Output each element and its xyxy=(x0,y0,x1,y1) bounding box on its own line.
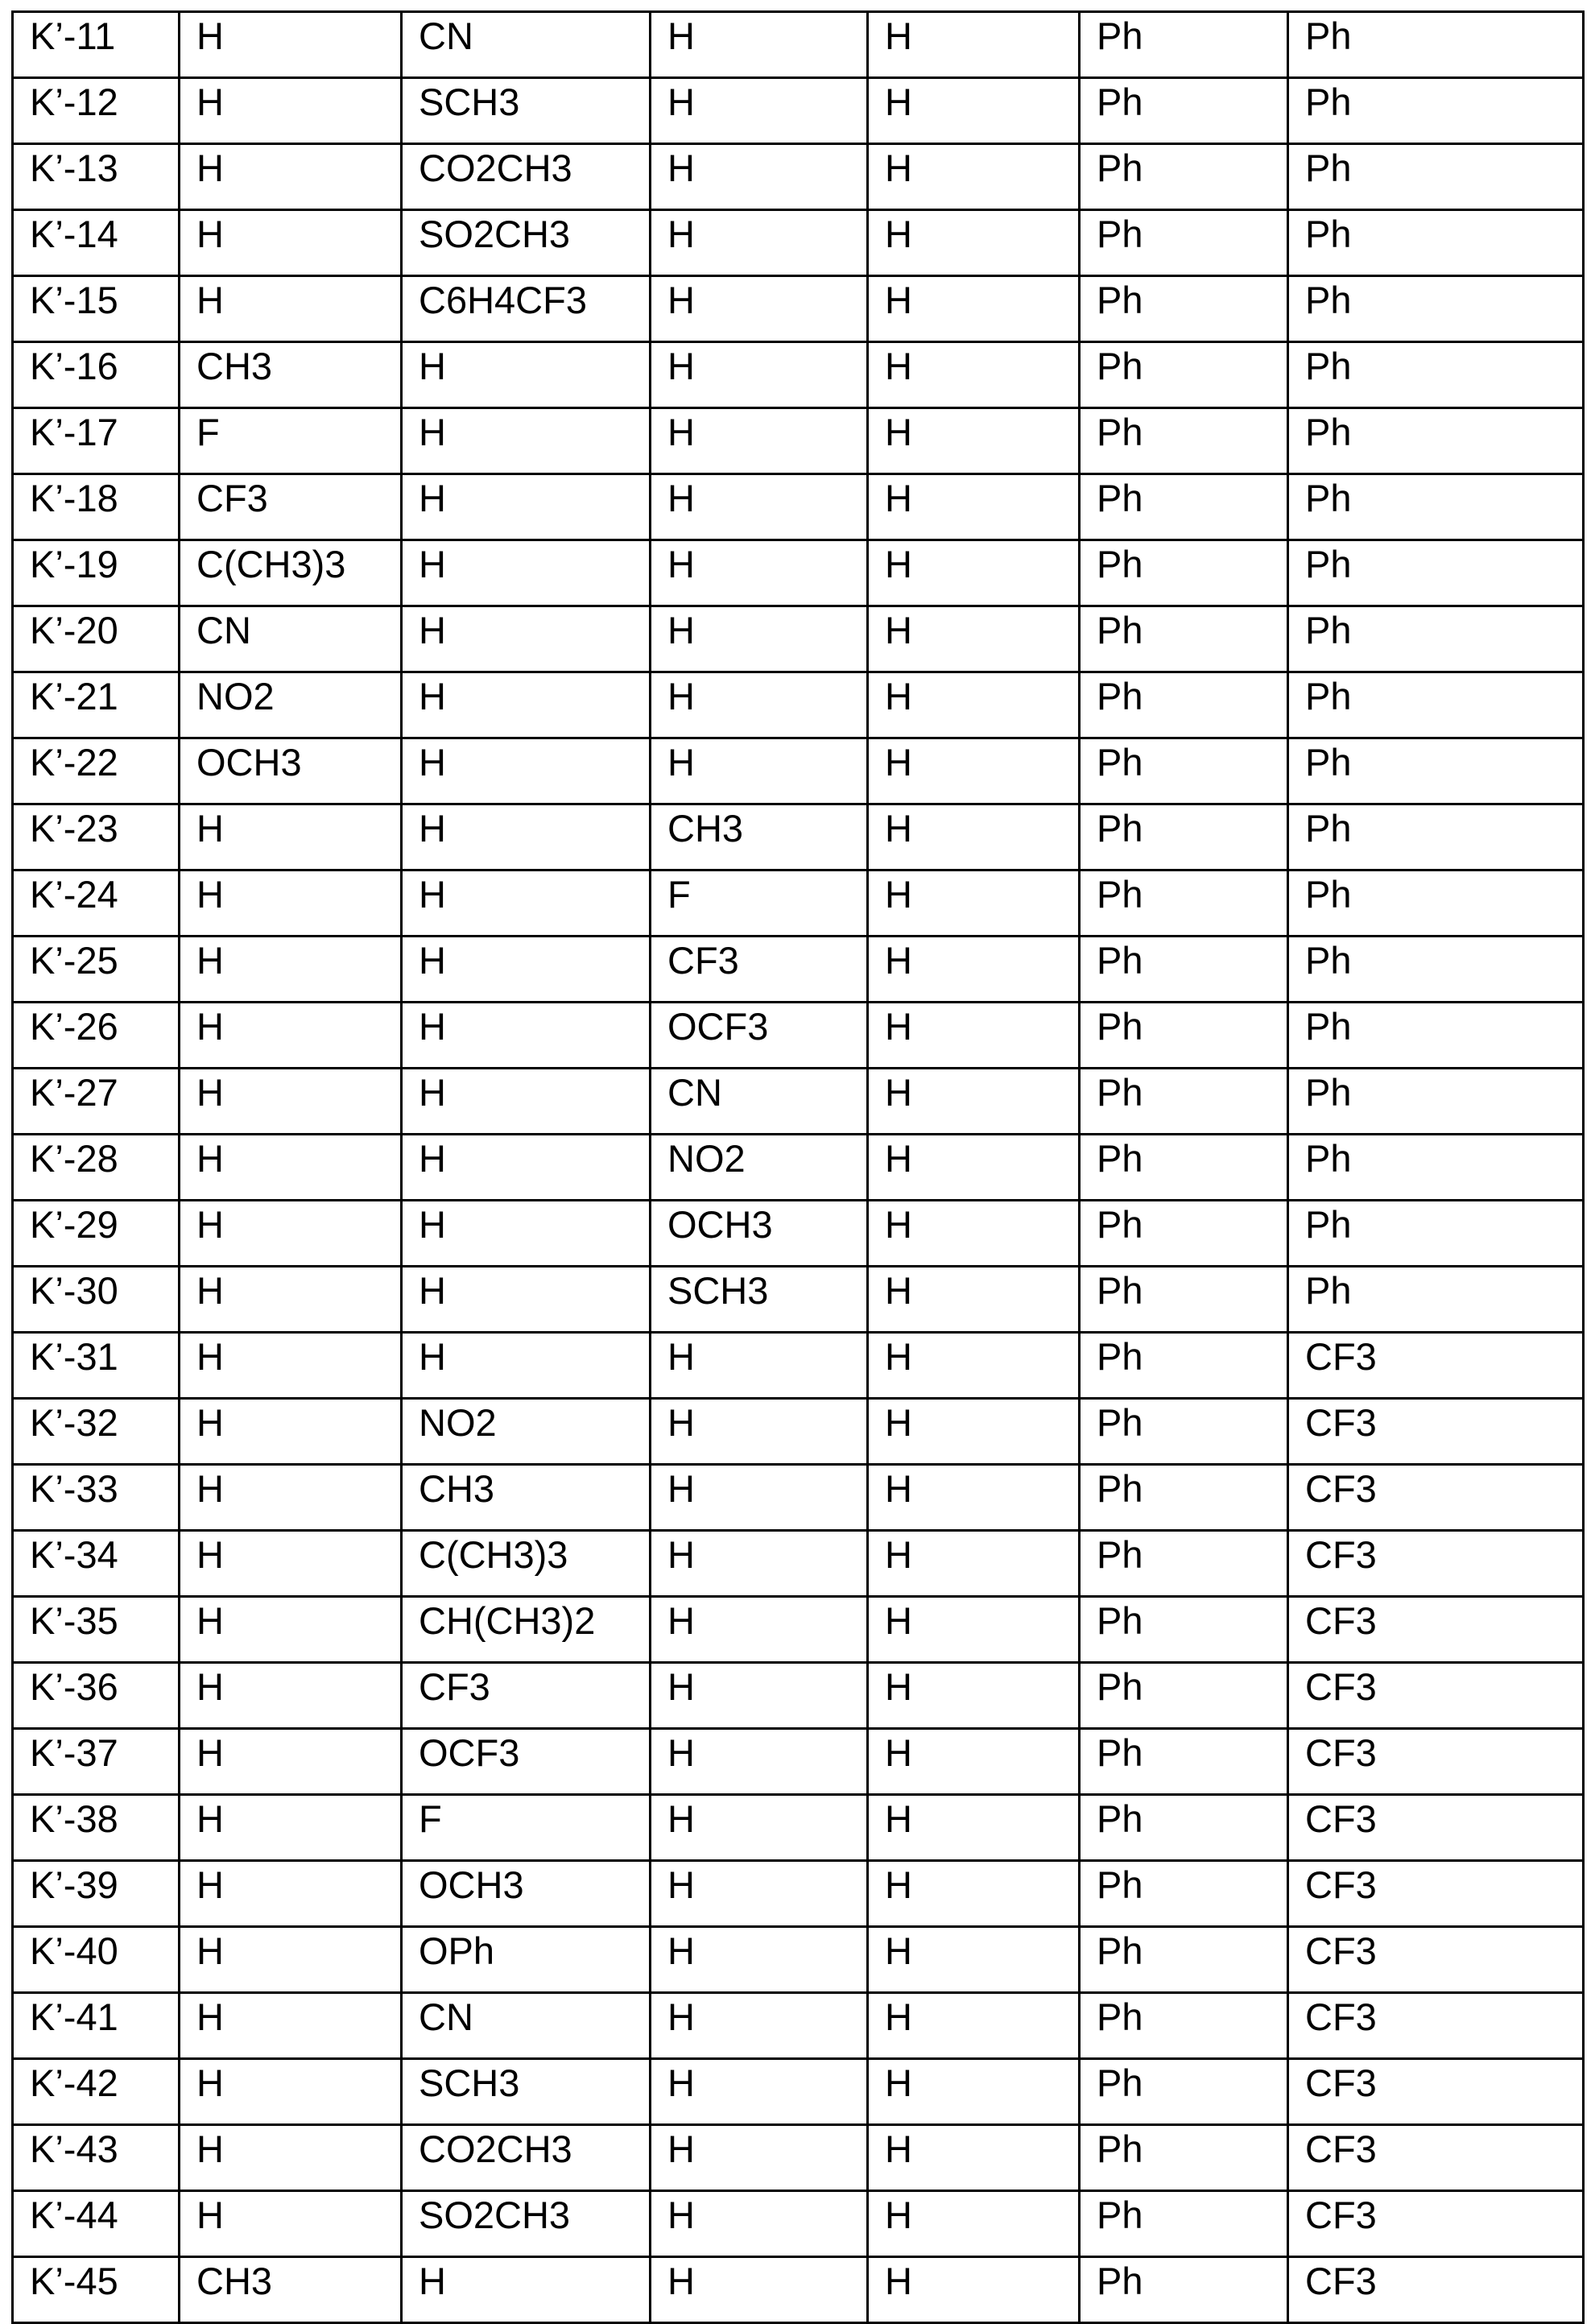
table-row xyxy=(13,2257,1584,2323)
substituent-3-cell: H xyxy=(651,408,868,474)
substituent-3-cell: H xyxy=(651,2191,868,2257)
substituent-4-cell: H xyxy=(868,1135,1080,1201)
substituent-6-cell: CF3 xyxy=(1288,1993,1584,2059)
compound-id-cell: K’-44 xyxy=(13,2191,180,2257)
substituent-2-cell: CF3 xyxy=(402,1663,651,1729)
substituent-4-cell: H xyxy=(868,672,1080,738)
substituent-4-cell: H xyxy=(868,2257,1080,2323)
table-row xyxy=(13,1927,1584,1993)
substituent-5-cell: Ph xyxy=(1080,276,1288,342)
substituent-2-cell: H xyxy=(402,606,651,672)
compound-id-cell: K’-26 xyxy=(13,1003,180,1069)
substituent-6-cell: Ph xyxy=(1288,738,1584,804)
substituent-1-cell: F xyxy=(180,408,402,474)
substituent-4-cell: H xyxy=(868,210,1080,276)
substituent-6-cell: CF3 xyxy=(1288,1861,1584,1927)
substituent-5-cell: Ph xyxy=(1080,1465,1288,1531)
substituent-5-cell: Ph xyxy=(1080,1333,1288,1399)
substituent-4-cell: H xyxy=(868,1663,1080,1729)
substituent-1-cell: H xyxy=(180,937,402,1003)
substituent-2-cell: H xyxy=(402,1069,651,1135)
table-row xyxy=(13,1201,1584,1267)
table-row xyxy=(13,1135,1584,1201)
table-row xyxy=(13,937,1584,1003)
substituent-4-cell: H xyxy=(868,606,1080,672)
substituent-1-cell: H xyxy=(180,1663,402,1729)
substituent-5-cell: Ph xyxy=(1080,672,1288,738)
compound-id-cell: K’-30 xyxy=(13,1267,180,1333)
substituent-2-cell: CN xyxy=(402,1993,651,2059)
substituent-5-cell: Ph xyxy=(1080,1201,1288,1267)
substituent-2-cell: H xyxy=(402,1003,651,1069)
substituent-4-cell: H xyxy=(868,804,1080,870)
substituent-4-cell: H xyxy=(868,342,1080,408)
compound-id-cell: K’-11 xyxy=(13,12,180,78)
substituent-3-cell: H xyxy=(651,144,868,210)
table-row xyxy=(13,276,1584,342)
compound-id-cell: K’-38 xyxy=(13,1795,180,1861)
substituent-6-cell: Ph xyxy=(1288,1201,1584,1267)
substituent-5-cell: Ph xyxy=(1080,210,1288,276)
table-row xyxy=(13,2125,1584,2191)
substituent-4-cell: H xyxy=(868,1861,1080,1927)
substituent-4-cell: H xyxy=(868,1795,1080,1861)
substituent-5-cell: Ph xyxy=(1080,1069,1288,1135)
substituent-3-cell: H xyxy=(651,12,868,78)
substituent-3-cell: H xyxy=(651,1465,868,1531)
substituent-5-cell: Ph xyxy=(1080,2059,1288,2125)
substituent-4-cell: H xyxy=(868,1729,1080,1795)
substituent-2-cell: OCF3 xyxy=(402,1729,651,1795)
substituent-4-cell: H xyxy=(868,1333,1080,1399)
substituent-2-cell: H xyxy=(402,870,651,937)
substituent-4-cell: H xyxy=(868,1069,1080,1135)
substituent-2-cell: SO2CH3 xyxy=(402,210,651,276)
substituent-6-cell: CF3 xyxy=(1288,1597,1584,1663)
substituent-3-cell: H xyxy=(651,1861,868,1927)
compound-id-cell: K’-27 xyxy=(13,1069,180,1135)
table-row xyxy=(13,12,1584,78)
substituent-2-cell: H xyxy=(402,540,651,606)
substituent-1-cell: H xyxy=(180,1597,402,1663)
substituent-2-cell: H xyxy=(402,1333,651,1399)
substituent-6-cell: Ph xyxy=(1288,1135,1584,1201)
substituent-2-cell: OPh xyxy=(402,1927,651,1993)
substituent-6-cell: Ph xyxy=(1288,1069,1584,1135)
substituent-6-cell: Ph xyxy=(1288,540,1584,606)
substituent-2-cell: OCH3 xyxy=(402,1861,651,1927)
compound-id-cell: K’-22 xyxy=(13,738,180,804)
substituent-4-cell: H xyxy=(868,474,1080,540)
substituent-5-cell: Ph xyxy=(1080,2191,1288,2257)
substituent-3-cell: H xyxy=(651,1993,868,2059)
substituent-5-cell: Ph xyxy=(1080,1135,1288,1201)
substituent-6-cell: Ph xyxy=(1288,804,1584,870)
compound-id-cell: K’-33 xyxy=(13,1465,180,1531)
substituent-5-cell: Ph xyxy=(1080,804,1288,870)
substituent-3-cell: OCH3 xyxy=(651,1201,868,1267)
table-row xyxy=(13,1597,1584,1663)
substituent-1-cell: H xyxy=(180,144,402,210)
substituent-4-cell: H xyxy=(868,2191,1080,2257)
substituent-2-cell: H xyxy=(402,672,651,738)
substituent-1-cell: H xyxy=(180,1795,402,1861)
substituent-1-cell: H xyxy=(180,1993,402,2059)
compound-id-cell: K’-31 xyxy=(13,1333,180,1399)
substituent-4-cell: H xyxy=(868,408,1080,474)
table-row xyxy=(13,1861,1584,1927)
substituent-4-cell: H xyxy=(868,1267,1080,1333)
substituent-1-cell: H xyxy=(180,1927,402,1993)
substituent-1-cell: H xyxy=(180,1465,402,1531)
substituent-6-cell: CF3 xyxy=(1288,2125,1584,2191)
substituent-1-cell: H xyxy=(180,870,402,937)
substituent-5-cell: Ph xyxy=(1080,1267,1288,1333)
table-row xyxy=(13,1267,1584,1333)
substituent-4-cell: H xyxy=(868,1927,1080,1993)
substituent-3-cell: H xyxy=(651,1795,868,1861)
substituent-6-cell: CF3 xyxy=(1288,1531,1584,1597)
substituent-1-cell: H xyxy=(180,1729,402,1795)
substituent-3-cell: H xyxy=(651,1597,868,1663)
substituent-2-cell: H xyxy=(402,738,651,804)
table-row xyxy=(13,1729,1584,1795)
substituent-4-cell: H xyxy=(868,870,1080,937)
compound-id-cell: K’-41 xyxy=(13,1993,180,2059)
table-row xyxy=(13,1795,1584,1861)
substituent-4-cell: H xyxy=(868,78,1080,144)
substituent-5-cell: Ph xyxy=(1080,1927,1288,1993)
substituent-6-cell: CF3 xyxy=(1288,1465,1584,1531)
substituent-6-cell: Ph xyxy=(1288,1003,1584,1069)
table-row xyxy=(13,870,1584,937)
substituent-1-cell: H xyxy=(180,1399,402,1465)
substituent-2-cell: CH3 xyxy=(402,1465,651,1531)
substituent-3-cell: H xyxy=(651,210,868,276)
compound-id-cell: K’-13 xyxy=(13,144,180,210)
substituent-4-cell: H xyxy=(868,1465,1080,1531)
substituent-4-cell: H xyxy=(868,2059,1080,2125)
table-row xyxy=(13,210,1584,276)
table-row xyxy=(13,804,1584,870)
substituent-5-cell: Ph xyxy=(1080,78,1288,144)
substituent-6-cell: Ph xyxy=(1288,937,1584,1003)
substituent-6-cell: CF3 xyxy=(1288,1663,1584,1729)
table-row xyxy=(13,2059,1584,2125)
substituent-3-cell: H xyxy=(651,474,868,540)
substituent-4-cell: H xyxy=(868,12,1080,78)
substituent-3-cell: CF3 xyxy=(651,937,868,1003)
substituent-3-cell: F xyxy=(651,870,868,937)
substituent-2-cell: NO2 xyxy=(402,1399,651,1465)
substituent-6-cell: Ph xyxy=(1288,870,1584,937)
substituent-5-cell: Ph xyxy=(1080,1597,1288,1663)
substituent-5-cell: Ph xyxy=(1080,408,1288,474)
substituent-4-cell: H xyxy=(868,1201,1080,1267)
table-row xyxy=(13,342,1584,408)
substituent-6-cell: Ph xyxy=(1288,606,1584,672)
substituent-6-cell: Ph xyxy=(1288,78,1584,144)
substituent-1-cell: H xyxy=(180,1531,402,1597)
substituent-3-cell: H xyxy=(651,2125,868,2191)
substituent-4-cell: H xyxy=(868,1993,1080,2059)
substituent-5-cell: Ph xyxy=(1080,937,1288,1003)
substituent-2-cell: H xyxy=(402,2257,651,2323)
substituent-4-cell: H xyxy=(868,738,1080,804)
table-row xyxy=(13,1465,1584,1531)
substituent-5-cell: Ph xyxy=(1080,1399,1288,1465)
substituent-1-cell: H xyxy=(180,1135,402,1201)
compound-id-cell: K’-40 xyxy=(13,1927,180,1993)
compound-id-cell: K’-43 xyxy=(13,2125,180,2191)
compound-id-cell: K’-21 xyxy=(13,672,180,738)
substituent-1-cell: CF3 xyxy=(180,474,402,540)
substituent-2-cell: H xyxy=(402,408,651,474)
substituent-4-cell: H xyxy=(868,1531,1080,1597)
table-row xyxy=(13,474,1584,540)
substituent-1-cell: H xyxy=(180,2191,402,2257)
compound-id-cell: K’-15 xyxy=(13,276,180,342)
substituent-2-cell: CN xyxy=(402,12,651,78)
substituent-5-cell: Ph xyxy=(1080,342,1288,408)
substituent-2-cell: H xyxy=(402,342,651,408)
substituent-2-cell: SO2CH3 xyxy=(402,2191,651,2257)
table-row xyxy=(13,1399,1584,1465)
substituent-6-cell: Ph xyxy=(1288,276,1584,342)
substituent-3-cell: H xyxy=(651,540,868,606)
substituent-3-cell: H xyxy=(651,606,868,672)
substituent-1-cell: H xyxy=(180,1069,402,1135)
substituent-6-cell: Ph xyxy=(1288,144,1584,210)
compound-id-cell: K’-37 xyxy=(13,1729,180,1795)
substituent-2-cell: H xyxy=(402,937,651,1003)
table-row xyxy=(13,738,1584,804)
compound-id-cell: K’-36 xyxy=(13,1663,180,1729)
substituent-2-cell: H xyxy=(402,474,651,540)
substituent-6-cell: CF3 xyxy=(1288,1333,1584,1399)
substituent-6-cell: CF3 xyxy=(1288,2191,1584,2257)
substituent-5-cell: Ph xyxy=(1080,1993,1288,2059)
substituent-3-cell: CH3 xyxy=(651,804,868,870)
substituent-2-cell: CO2CH3 xyxy=(402,144,651,210)
substituent-4-cell: H xyxy=(868,2125,1080,2191)
table-row xyxy=(13,2191,1584,2257)
substituent-5-cell: Ph xyxy=(1080,606,1288,672)
compound-id-cell: K’-42 xyxy=(13,2059,180,2125)
substituent-5-cell: Ph xyxy=(1080,1663,1288,1729)
compound-id-cell: K’-25 xyxy=(13,937,180,1003)
table-row xyxy=(13,540,1584,606)
substituent-6-cell: Ph xyxy=(1288,474,1584,540)
substituent-3-cell: H xyxy=(651,2257,868,2323)
compound-id-cell: K’-12 xyxy=(13,78,180,144)
substituent-6-cell: CF3 xyxy=(1288,1399,1584,1465)
substituent-1-cell: H xyxy=(180,276,402,342)
substituent-3-cell: H xyxy=(651,1531,868,1597)
substituent-5-cell: Ph xyxy=(1080,1531,1288,1597)
substituent-2-cell: H xyxy=(402,1267,651,1333)
substituent-5-cell: Ph xyxy=(1080,474,1288,540)
substituent-6-cell: Ph xyxy=(1288,342,1584,408)
compound-id-cell: K’-34 xyxy=(13,1531,180,1597)
substituent-3-cell: H xyxy=(651,1399,868,1465)
substituent-1-cell: NO2 xyxy=(180,672,402,738)
substituent-4-cell: H xyxy=(868,1003,1080,1069)
compound-table xyxy=(11,10,1585,2324)
substituent-4-cell: H xyxy=(868,144,1080,210)
table-row xyxy=(13,408,1584,474)
substituent-6-cell: Ph xyxy=(1288,12,1584,78)
substituent-3-cell: H xyxy=(651,1663,868,1729)
compound-id-cell: K’-20 xyxy=(13,606,180,672)
substituent-2-cell: H xyxy=(402,1135,651,1201)
compound-id-cell: K’-28 xyxy=(13,1135,180,1201)
compound-id-cell: K’-29 xyxy=(13,1201,180,1267)
substituent-2-cell: F xyxy=(402,1795,651,1861)
compound-id-cell: K’-39 xyxy=(13,1861,180,1927)
substituent-6-cell: CF3 xyxy=(1288,2059,1584,2125)
substituent-4-cell: H xyxy=(868,276,1080,342)
substituent-3-cell: H xyxy=(651,1333,868,1399)
table-row xyxy=(13,78,1584,144)
substituent-5-cell: Ph xyxy=(1080,1729,1288,1795)
substituent-2-cell: CO2CH3 xyxy=(402,2125,651,2191)
substituent-1-cell: C(CH3)3 xyxy=(180,540,402,606)
substituent-1-cell: H xyxy=(180,2125,402,2191)
substituent-1-cell: H xyxy=(180,1003,402,1069)
substituent-1-cell: H xyxy=(180,78,402,144)
substituent-1-cell: H xyxy=(180,1861,402,1927)
substituent-1-cell: H xyxy=(180,210,402,276)
substituent-6-cell: CF3 xyxy=(1288,1927,1584,1993)
compound-id-cell: K’-24 xyxy=(13,870,180,937)
table-row xyxy=(13,1003,1584,1069)
substituent-5-cell: Ph xyxy=(1080,738,1288,804)
substituent-3-cell: H xyxy=(651,738,868,804)
substituent-3-cell: H xyxy=(651,1927,868,1993)
substituent-5-cell: Ph xyxy=(1080,540,1288,606)
substituent-5-cell: Ph xyxy=(1080,1795,1288,1861)
compound-id-cell: K’-17 xyxy=(13,408,180,474)
substituent-3-cell: H xyxy=(651,1729,868,1795)
substituent-5-cell: Ph xyxy=(1080,1861,1288,1927)
compound-id-cell: K’-45 xyxy=(13,2257,180,2323)
substituent-1-cell: H xyxy=(180,1201,402,1267)
substituent-3-cell: SCH3 xyxy=(651,1267,868,1333)
substituent-2-cell: CH(CH3)2 xyxy=(402,1597,651,1663)
substituent-2-cell: SCH3 xyxy=(402,78,651,144)
substituent-2-cell: C6H4CF3 xyxy=(402,276,651,342)
table-row xyxy=(13,1993,1584,2059)
substituent-3-cell: H xyxy=(651,342,868,408)
table-row xyxy=(13,606,1584,672)
substituent-1-cell: CH3 xyxy=(180,342,402,408)
substituent-4-cell: H xyxy=(868,540,1080,606)
substituent-1-cell: H xyxy=(180,804,402,870)
substituent-1-cell: H xyxy=(180,2059,402,2125)
table-row xyxy=(13,1663,1584,1729)
substituent-3-cell: H xyxy=(651,2059,868,2125)
substituent-4-cell: H xyxy=(868,1399,1080,1465)
compound-table-body xyxy=(13,12,1584,2323)
compound-id-cell: K’-16 xyxy=(13,342,180,408)
substituent-3-cell: H xyxy=(651,78,868,144)
substituent-6-cell: Ph xyxy=(1288,672,1584,738)
table-row xyxy=(13,144,1584,210)
substituent-1-cell: H xyxy=(180,1333,402,1399)
substituent-1-cell: H xyxy=(180,1267,402,1333)
compound-id-cell: K’-18 xyxy=(13,474,180,540)
substituent-5-cell: Ph xyxy=(1080,12,1288,78)
substituent-3-cell: OCF3 xyxy=(651,1003,868,1069)
substituent-1-cell: CH3 xyxy=(180,2257,402,2323)
table-row xyxy=(13,1531,1584,1597)
substituent-4-cell: H xyxy=(868,1597,1080,1663)
substituent-3-cell: CN xyxy=(651,1069,868,1135)
substituent-5-cell: Ph xyxy=(1080,2125,1288,2191)
substituent-3-cell: NO2 xyxy=(651,1135,868,1201)
compound-id-cell: K’-23 xyxy=(13,804,180,870)
substituent-2-cell: H xyxy=(402,804,651,870)
compound-id-cell: K’-32 xyxy=(13,1399,180,1465)
compound-id-cell: K’-19 xyxy=(13,540,180,606)
substituent-6-cell: Ph xyxy=(1288,1267,1584,1333)
substituent-5-cell: Ph xyxy=(1080,144,1288,210)
substituent-5-cell: Ph xyxy=(1080,2257,1288,2323)
substituent-6-cell: Ph xyxy=(1288,408,1584,474)
substituent-1-cell: H xyxy=(180,12,402,78)
substituent-3-cell: H xyxy=(651,276,868,342)
substituent-1-cell: OCH3 xyxy=(180,738,402,804)
substituent-6-cell: Ph xyxy=(1288,210,1584,276)
table-row xyxy=(13,672,1584,738)
substituent-6-cell: CF3 xyxy=(1288,2257,1584,2323)
compound-id-cell: K’-35 xyxy=(13,1597,180,1663)
table-row xyxy=(13,1069,1584,1135)
substituent-2-cell: C(CH3)3 xyxy=(402,1531,651,1597)
substituent-4-cell: H xyxy=(868,937,1080,1003)
table-row xyxy=(13,1333,1584,1399)
substituent-1-cell: CN xyxy=(180,606,402,672)
substituent-3-cell: H xyxy=(651,672,868,738)
substituent-2-cell: SCH3 xyxy=(402,2059,651,2125)
substituent-5-cell: Ph xyxy=(1080,870,1288,937)
substituent-2-cell: H xyxy=(402,1201,651,1267)
substituent-6-cell: CF3 xyxy=(1288,1729,1584,1795)
compound-id-cell: K’-14 xyxy=(13,210,180,276)
substituent-6-cell: CF3 xyxy=(1288,1795,1584,1861)
substituent-5-cell: Ph xyxy=(1080,1003,1288,1069)
